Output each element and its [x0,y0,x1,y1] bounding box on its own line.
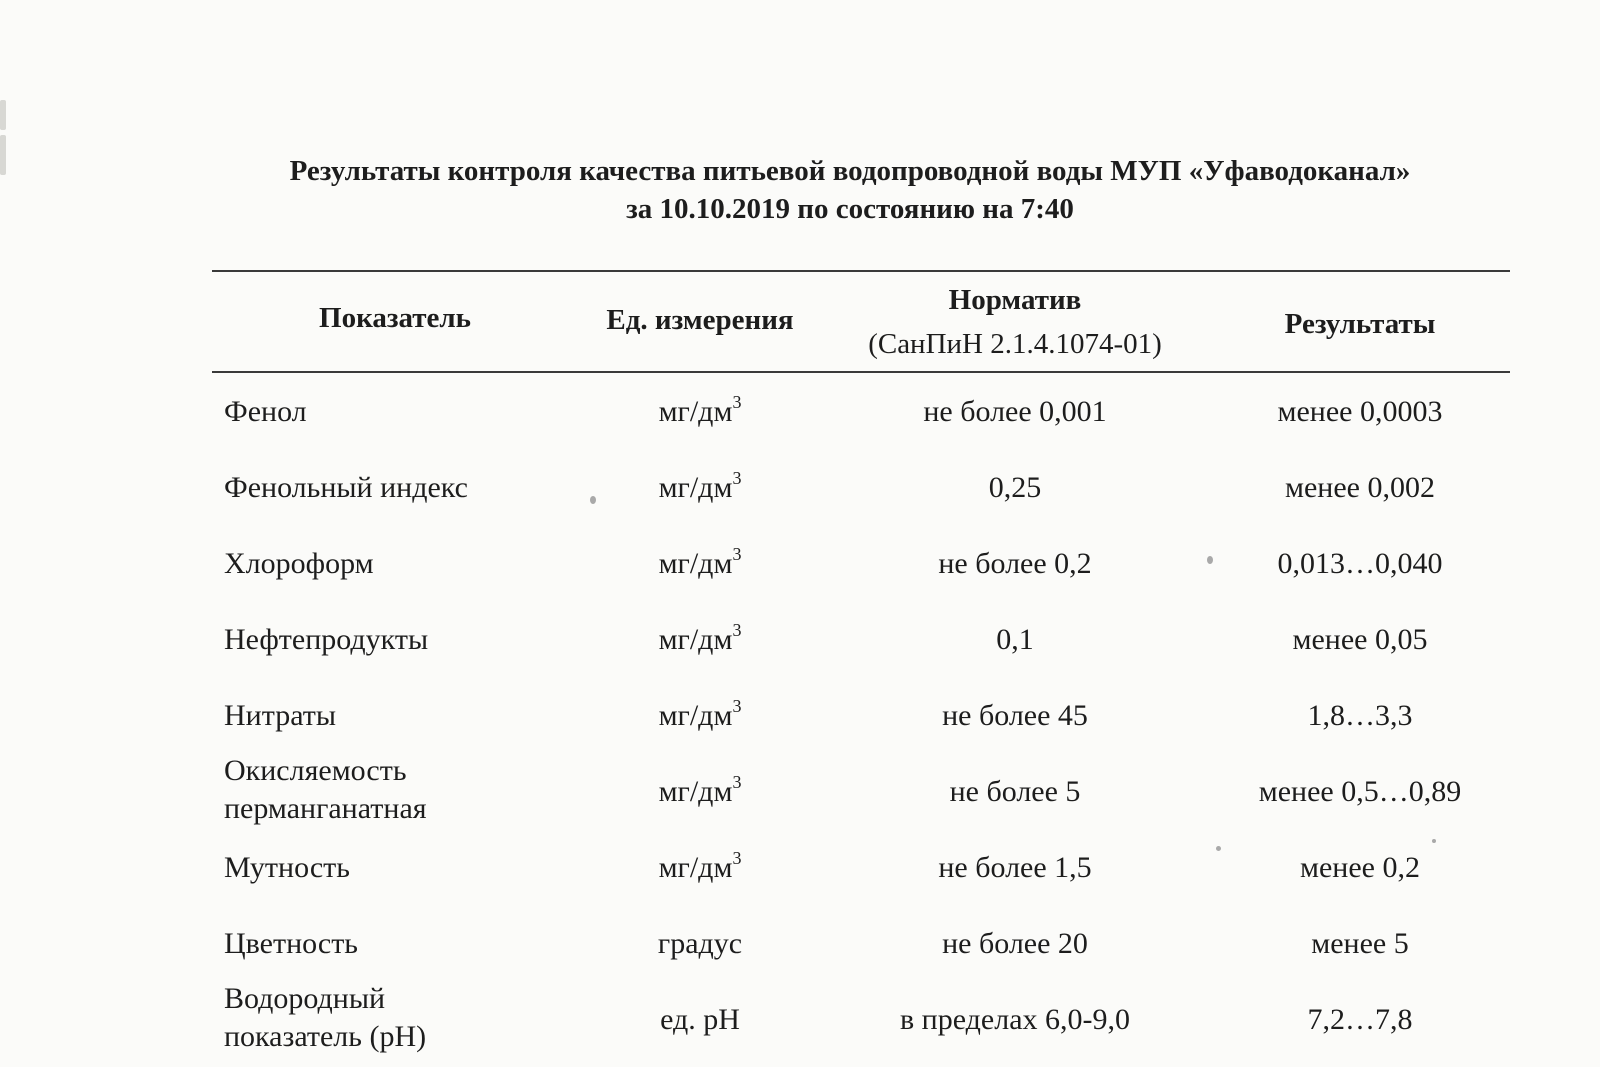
header-indicator: Показатель [319,302,471,334]
scan-speck [590,496,596,504]
row-unit: $мг/дм^3$ [658,468,742,504]
row-norm: не более 1,5 [938,851,1092,884]
scan-speck [1432,839,1436,843]
row-norm: не более 45 [942,699,1088,732]
row-result: 0,013…0,040 [1277,547,1443,580]
row-unit: $мг/дм^3$ [658,848,742,884]
row-result: менее 0,2 [1300,851,1420,884]
scan-edge-mark [0,100,6,130]
table-row [0,982,1600,1053]
row-norm: 0,1 [996,623,1034,656]
row-indicator: Цветность [224,927,358,960]
row-indicator: Хлороформ [224,547,374,580]
row-unit: ед. pH [660,1003,740,1036]
row-norm: 0,25 [988,471,1042,504]
row-unit: $мг/дм^3$ [658,696,742,732]
document-title: Результаты контроля качества питьевой водопроводной воды МУП «Уфаводоканал» [289,155,1411,187]
scan-edge-mark [0,135,6,175]
row-norm: не более 0,2 [938,547,1092,580]
header-norm [850,280,1180,364]
row-indicator: Водородный показатель (pH) [224,982,427,1053]
row-unit: $мг/дм^3$ [658,772,742,808]
row-result: менее 0,5…0,89 [1258,775,1462,808]
table-header-rule [212,371,1510,373]
row-norm: в пределах 6,0-9,0 [900,1003,1130,1036]
header-norm-label: Норматив [948,284,1082,316]
row-indicator: Фенол [224,395,307,428]
header-unit: Ед. измерения [606,304,794,336]
table-row [0,696,1600,736]
table-top-rule [212,270,1510,272]
scan-speck [1207,556,1213,564]
row-indicator: Мутность [224,851,350,884]
scan-speck [1216,846,1221,851]
row-result: менее 5 [1311,927,1409,960]
row-indicator: Нитраты [224,699,337,732]
header-norm-source: (СанПиН 2.1.4.1074-01) [868,328,1162,360]
row-result: 1,8…3,3 [1307,699,1413,732]
document-subtitle: за 10.10.2019 по состоянию на 7:40 [626,193,1074,225]
row-indicator: Окисляемость перманганатная [224,754,427,825]
table-row [0,754,1600,825]
row-result: менее 0,002 [1285,471,1435,504]
row-indicator: Нефтепродукты [224,623,429,656]
header-results: Результаты [1284,308,1436,340]
table-row [0,620,1600,660]
row-result: 7,2…7,8 [1307,1003,1413,1036]
row-result: менее 0,05 [1292,623,1428,656]
row-indicator: Фенольный индекс [224,471,468,504]
row-norm: не более 20 [942,927,1088,960]
row-result: менее 0,0003 [1277,395,1443,428]
row-unit: $мг/дм^3$ [658,620,742,656]
table-row [0,468,1600,508]
row-unit: градус [657,927,743,960]
table-row [0,924,1600,964]
row-unit: $мг/дм^3$ [658,544,742,580]
row-norm: не более 5 [949,775,1081,808]
table-row [0,392,1600,432]
table-row [0,848,1600,888]
row-unit: $мг/дм^3$ [658,392,742,428]
table-row [0,544,1600,584]
row-norm: не более 0,001 [923,395,1107,428]
